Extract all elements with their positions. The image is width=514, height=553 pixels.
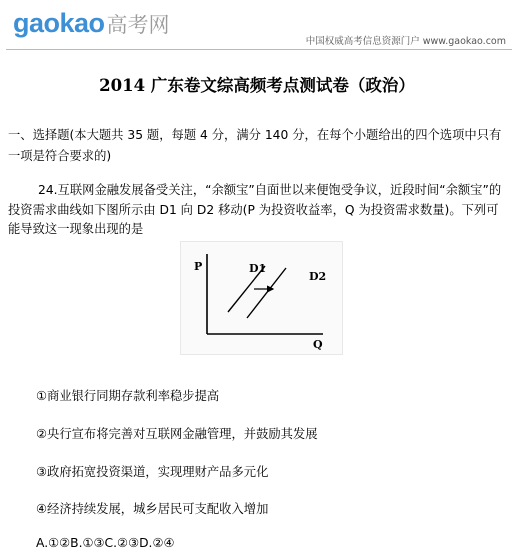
curve-label-d2: D2 xyxy=(309,270,327,283)
header-divider xyxy=(6,49,512,50)
option-4: ④经济持续发展，城乡居民可支配收入增加 xyxy=(36,502,269,516)
option-1: ①商业银行同期存款利率稳步提高 xyxy=(36,389,220,403)
x-axis-label: Q xyxy=(313,338,323,351)
demand-curve-diagram xyxy=(181,242,342,354)
question-stem: 24.互联网金融发展备受关注，“余额宝”自面世以来便饱受争议，近段时间“余额宝”的投资需求曲线如下图所示由 D1 向 D2 移动(P 为投资收益率，Q 为投资需求数量)。下列可能导致这一现象出现的是 xyxy=(8,183,502,236)
logo-wordmark: gaokao xyxy=(13,8,105,38)
option-2: ②央行宣布将完善对互联网金融管理，并鼓励其发展 xyxy=(36,427,318,441)
y-axis-label: P xyxy=(194,260,203,273)
section-heading: 一、选择题(本大题共 35 题，每题 4 分，满分 140 分，在每个小题给出的四个选项中只有一项是符合要求的) xyxy=(8,128,502,163)
document-title: 2014 广东卷文综高频考点测试卷（政治） xyxy=(99,76,415,95)
site-tagline: 中国权威高考信息资源门户 www.gaokao.com xyxy=(305,36,506,47)
curve-label-d1: D1 xyxy=(249,262,267,275)
site-header xyxy=(0,0,514,56)
gaokao-logo[interactable] xyxy=(13,8,170,39)
demand-curve-figure xyxy=(180,241,343,355)
option-3: ③政府拓宽投资渠道，实现理财产品多元化 xyxy=(36,465,269,479)
logo-chinese-text: 高考网 xyxy=(106,13,170,37)
demand-curve-d2 xyxy=(247,268,286,318)
answer-choices: A.①②B.①③C.②③D.②④ xyxy=(36,536,175,550)
